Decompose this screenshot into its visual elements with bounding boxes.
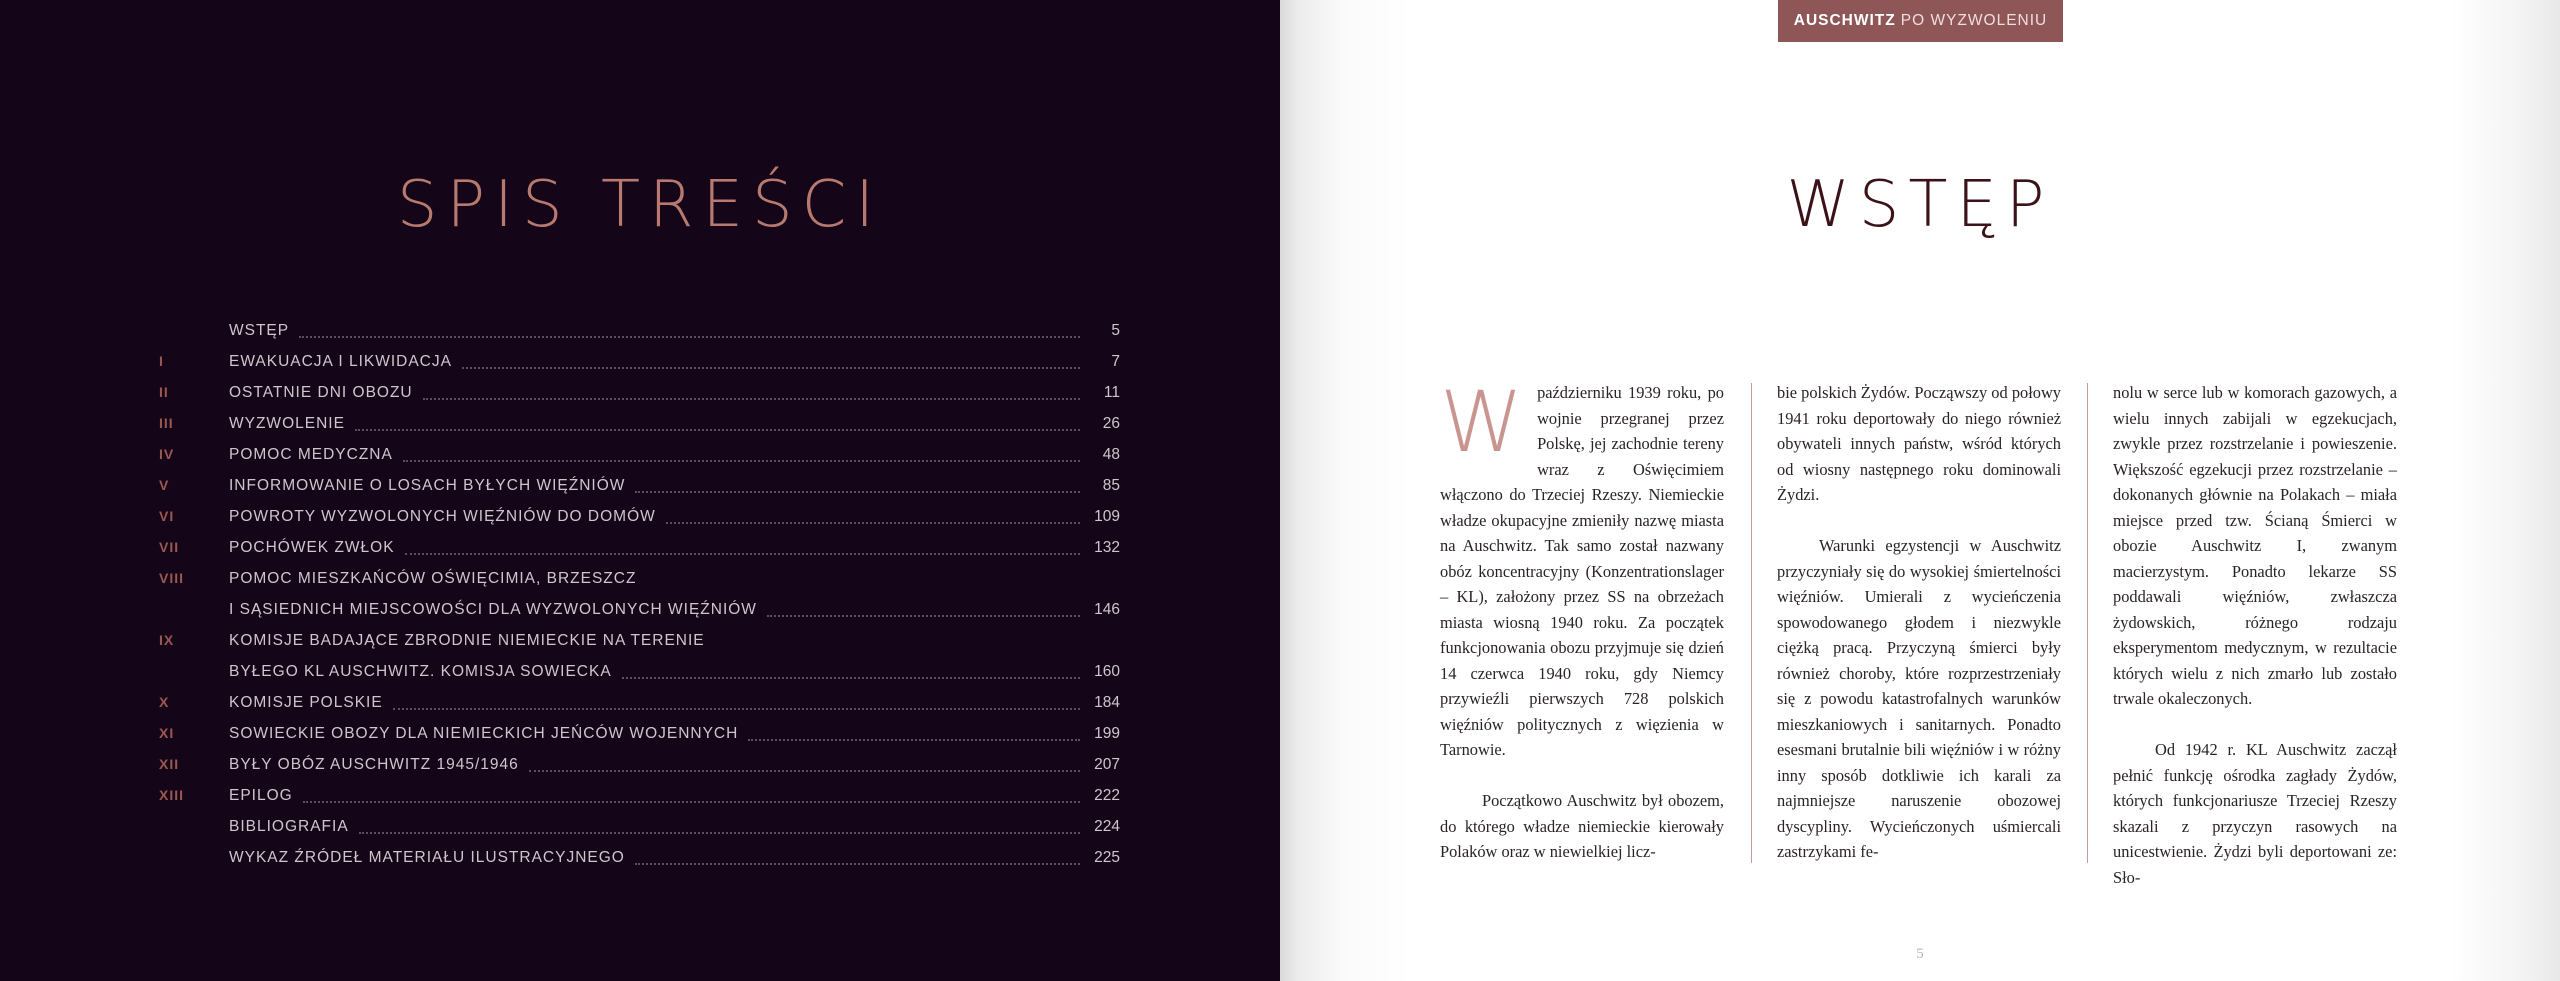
toc-page-number: 132 bbox=[1094, 538, 1120, 556]
paragraph: nolu w serce lub w komorach gazowych, a wielu innych zabijali w egzekucjach, zwykle przez rozstrzelanie i powieszenie. Większość egzekucji przez rozstrzelanie – dokonanych głównie na Polakach – miała miejsce przed tzw. Ścianą Śmierci w obozie Auschwitz I, zwanym macierzystym. Ponadto lekarze SS poddawali więźniów, zwłaszcza żydowskich, różnego rodzaju eksperymentom medycznym, w rezultacie których wielu z nich zmarło lub zostało trwale okaleczonych. bbox=[2113, 383, 2397, 708]
toc-entry[interactable] bbox=[155, 749, 1120, 780]
toc-page-number: 160 bbox=[1094, 662, 1120, 680]
toc-entry[interactable] bbox=[155, 408, 1120, 439]
toc-entry-title: WYKAZ ŹRÓDEŁ MATERIAŁU ILUSTRACYJNEGO bbox=[229, 848, 625, 866]
toc-leader-dots bbox=[393, 708, 1080, 710]
toc-chapter-number: XII bbox=[159, 756, 180, 772]
right-page-intro bbox=[1280, 0, 2560, 981]
toc-entry-title: KOMISJE POLSKIE bbox=[229, 693, 383, 711]
toc-entry[interactable] bbox=[155, 377, 1120, 408]
toc-chapter-number: V bbox=[159, 477, 170, 493]
paragraph: bie polskich Żydów. Począwszy od połowy 1941 roku deportowały do niego również obywateli innych państw, wśród których od wiosny następnego roku dominowali Żydzi. bbox=[1777, 383, 2061, 504]
toc-chapter-number: II bbox=[159, 384, 169, 400]
toc-leader-dots bbox=[622, 677, 1080, 679]
drop-cap: W bbox=[1440, 373, 1524, 471]
toc-page-number: 48 bbox=[1102, 445, 1120, 463]
toc-entry[interactable] bbox=[155, 315, 1120, 346]
toc-leader-dots bbox=[299, 336, 1080, 338]
toc-page-number: 225 bbox=[1094, 848, 1120, 866]
toc-entry[interactable] bbox=[155, 346, 1120, 377]
toc-leader-dots bbox=[303, 801, 1080, 803]
toc-entry-title: WSTĘP bbox=[229, 321, 290, 339]
toc-title: SPIS TREŚCI bbox=[396, 168, 884, 242]
toc-leader-dots bbox=[423, 398, 1080, 400]
toc-chapter-number: VII bbox=[159, 539, 180, 555]
toc-page-number: 184 bbox=[1094, 693, 1120, 711]
toc-chapter-number: VIII bbox=[159, 570, 185, 586]
toc-leader-dots bbox=[767, 615, 1080, 617]
toc-leader-dots bbox=[666, 522, 1080, 524]
paragraph: Warunki egzystencji w Auschwitz przyczyniały się do wysokiej śmiertelności więźniów. Umierali z wycieńczenia spowodowanego głodem i niezwykle ciężką pracą. Przyczyną śmierci były również choroby, które rozprzestrzeniały się z powodu katastrofalnych warunków mieszkaniowych i sanitarnych. Ponadto esesmani brutalnie bili więźniów i w różny inny sposób dotkliwie ich karali za najmniejsze naruszenie obozowej dyscypliny. Wycieńczonych uśmiercali zastrzykami fe- bbox=[1777, 536, 2061, 861]
toc-entry[interactable] bbox=[155, 625, 1120, 656]
toc-entry-title: SOWIECKIE OBOZY DLA NIEMIECKICH JEŃCÓW WOJENNYCH bbox=[229, 724, 739, 742]
toc-page-number: 11 bbox=[1103, 383, 1120, 401]
text-column-2 bbox=[1777, 380, 2061, 865]
paragraph bbox=[1440, 373, 1724, 763]
toc-entry[interactable] bbox=[155, 718, 1120, 749]
toc-leader-dots bbox=[635, 491, 1080, 493]
toc-list bbox=[155, 315, 1120, 873]
toc-leader-dots bbox=[359, 832, 1080, 834]
toc-page-number: 199 bbox=[1094, 724, 1120, 742]
toc-page-number: 224 bbox=[1094, 817, 1120, 835]
paragraph: Od 1942 r. KL Auschwitz zaczął pełnić funkcję ośrodka zagłady Żydów, których funkcjonariusze Trzeciej Rzeszy skazali z przyczyn rasowych na unicestwienie. Żydzi byli deportowani ze: Sło- bbox=[2113, 740, 2397, 887]
toc-leader-dots bbox=[405, 553, 1080, 555]
toc-page-number: 85 bbox=[1102, 476, 1120, 494]
toc-entry-title: EPILOG bbox=[229, 786, 293, 804]
text-column-1 bbox=[1440, 373, 1724, 865]
toc-leader-dots bbox=[635, 863, 1080, 865]
intro-title: WSTĘP bbox=[1786, 168, 2054, 242]
toc-entry[interactable] bbox=[155, 687, 1120, 718]
toc-page-number: 109 bbox=[1094, 507, 1120, 525]
toc-entry[interactable] bbox=[155, 532, 1120, 563]
toc-page-number: 222 bbox=[1094, 786, 1120, 804]
toc-entry-title: INFORMOWANIE O LOSACH BYŁYCH WIĘŹNIÓW bbox=[229, 476, 626, 494]
paragraph: Początkowo Auschwitz był obozem, do którego władze niemieckie kierowały Polaków oraz w niewielkiej licz- bbox=[1440, 791, 1724, 861]
column-divider bbox=[2087, 383, 2088, 863]
toc-page-number: 26 bbox=[1102, 414, 1120, 432]
toc-chapter-number: XI bbox=[159, 725, 175, 741]
running-header bbox=[1778, 0, 2063, 42]
toc-chapter-number: I bbox=[159, 353, 164, 369]
toc-entry-title: EWAKUACJA I LIKWIDACJA bbox=[229, 352, 452, 370]
toc-entry-title: POCHÓWEK ZWŁOK bbox=[229, 538, 395, 556]
toc-chapter-number: IX bbox=[159, 632, 175, 648]
toc-page-number: 207 bbox=[1094, 755, 1120, 773]
header-bold: AUSCHWITZ bbox=[1793, 12, 1896, 29]
toc-leader-dots bbox=[403, 460, 1080, 462]
toc-page-number: 5 bbox=[1111, 321, 1120, 339]
toc-page-number: 146 bbox=[1094, 600, 1120, 618]
toc-entry[interactable] bbox=[155, 780, 1120, 811]
page-number: 5 bbox=[1916, 946, 1924, 962]
toc-chapter-number: X bbox=[159, 694, 170, 710]
toc-entry-title: BYŁEGO KL AUSCHWITZ. KOMISJA SOWIECKA bbox=[229, 662, 612, 680]
toc-entry[interactable] bbox=[155, 842, 1120, 873]
toc-page-number: 7 bbox=[1111, 352, 1120, 370]
toc-leader-dots bbox=[355, 429, 1080, 431]
toc-entry-title: POMOC MIESZKAŃCÓW OŚWIĘCIMIA, BRZESZCZ bbox=[229, 569, 637, 587]
toc-chapter-number: VI bbox=[159, 508, 175, 524]
toc-entry[interactable] bbox=[155, 563, 1120, 594]
toc-entry[interactable] bbox=[155, 811, 1120, 842]
toc-entry-title: POWROTY WYZWOLONYCH WIĘŹNIÓW DO DOMÓW bbox=[229, 507, 656, 525]
toc-entry[interactable] bbox=[155, 439, 1120, 470]
toc-entry-title: BYŁY OBÓZ AUSCHWITZ 1945/1946 bbox=[229, 755, 519, 773]
toc-leader-dots bbox=[748, 739, 1080, 741]
toc-entry-title: POMOC MEDYCZNA bbox=[229, 445, 393, 463]
toc-entry[interactable] bbox=[155, 501, 1120, 532]
toc-leader-dots bbox=[462, 367, 1080, 369]
toc-entry-title: BIBLIOGRAFIA bbox=[229, 817, 349, 835]
toc-entry-title: I SĄSIEDNICH MIEJSCOWOŚCI DLA WYZWOLONYCH WIĘŹNIÓW bbox=[229, 600, 757, 618]
toc-entry[interactable] bbox=[155, 594, 1120, 625]
toc-entry-title: WYZWOLENIE bbox=[229, 414, 345, 432]
toc-chapter-number: III bbox=[159, 415, 174, 431]
header-light: PO WYZWOLENIU bbox=[1900, 12, 2048, 29]
toc-entry-title: OSTATNIE DNI OBOZU bbox=[229, 383, 413, 401]
paragraph-text: październiku 1939 roku, po wojnie przegranej przez Polskę, jej zachodnie tereny wraz z Oświęcimiem włączono do Trzeciej Rzeszy. Niemieckie władze okupacyjne zmieniły nazwę miasta na Auschwitz. Tak samo został nazwany obóz koncentracyjny (Konzentrationslager – KL), założony przez SS na obrzeżach miasta wiosną 1940 roku. Za początek funkcjonowania obozu przyjmuje się dzień 14 czerwca 1940 roku, gdy Niemcy przywieźli pierwszych 728 polskich więźniów politycznych z więzienia w Tarnowie. bbox=[1440, 383, 1724, 759]
toc-entry-title: KOMISJE BADAJĄCE ZBRODNIE NIEMIECKIE NA TERENIE bbox=[229, 631, 705, 649]
column-divider bbox=[1751, 383, 1752, 863]
toc-chapter-number: XIII bbox=[159, 787, 185, 803]
text-column-3 bbox=[2113, 380, 2397, 890]
toc-chapter-number: IV bbox=[159, 446, 175, 462]
toc-entry[interactable] bbox=[155, 470, 1120, 501]
toc-entry[interactable] bbox=[155, 656, 1120, 687]
toc-leader-dots bbox=[529, 770, 1080, 772]
